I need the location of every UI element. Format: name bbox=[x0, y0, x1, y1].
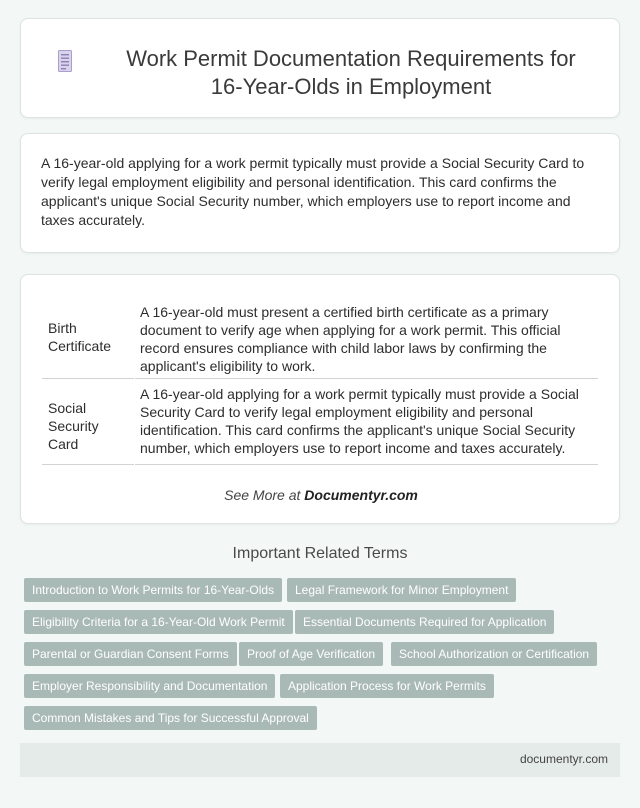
row-description: A 16-year-old must present a certified birth certificate as a primary document to verify age when applying for a work permit. This official record ensures compliance with child labor laws by confirming the applicant's eligibility to work. bbox=[140, 304, 561, 374]
related-tag[interactable]: Proof of Age Verification bbox=[239, 642, 383, 666]
related-tag[interactable]: Application Process for Work Permits bbox=[280, 674, 494, 698]
see-more-site[interactable]: Documentyr.com bbox=[304, 487, 418, 503]
row-label: Social Security Card bbox=[48, 400, 99, 452]
row-label: Birth Certificate bbox=[48, 320, 112, 354]
footer-site-link[interactable]: documentyr.com bbox=[519, 752, 608, 766]
page-title-line-1: Work Permit Documentation Requirements for bbox=[126, 46, 576, 71]
table-row bbox=[42, 297, 598, 379]
related-tag[interactable]: Common Mistakes and Tips for Successful Approval bbox=[24, 706, 317, 730]
intro-paragraph: A 16-year-old applying for a work permit typically must provide a Social Security Card to verify legal employment eligibility and personal identification. This card confirms the applicant's unique Social Security number, which employers use to report income and taxes accurately. bbox=[41, 155, 585, 228]
related-tag[interactable]: Legal Framework for Minor Employment bbox=[287, 578, 516, 602]
see-more-prefix: See More at bbox=[224, 487, 305, 503]
related-tag[interactable]: Introduction to Work Permits for 16-Year-Olds bbox=[24, 578, 282, 602]
footer bbox=[20, 743, 620, 777]
column-divider bbox=[134, 297, 135, 379]
document-table-card bbox=[20, 274, 620, 524]
related-tag[interactable]: Parental or Guardian Consent Forms bbox=[24, 642, 237, 666]
related-tag[interactable]: Essential Documents Required for Application bbox=[295, 610, 554, 634]
table-row bbox=[42, 379, 598, 465]
related-tag[interactable]: School Authorization or Certification bbox=[391, 642, 597, 666]
column-divider bbox=[134, 379, 135, 465]
title-card bbox=[20, 18, 620, 118]
related-tag[interactable]: Eligibility Criteria for a 16-Year-Old Work Permit bbox=[24, 610, 293, 634]
related-tag[interactable]: Employer Responsibility and Documentation bbox=[24, 674, 275, 698]
page-title-line-2: 16-Year-Olds in Employment bbox=[210, 74, 492, 99]
related-terms-title: Important Related Terms bbox=[232, 545, 408, 562]
intro-card bbox=[20, 133, 620, 253]
row-description: A 16-year-old applying for a work permit typically must provide a Social Security Card to verify legal employment eligibility and personal identification. This card confirms the applicant's unique Social Security number, which employers use to report income and taxes accurately. bbox=[140, 386, 579, 456]
page-title bbox=[101, 45, 601, 101]
see-more-link[interactable] bbox=[21, 487, 621, 503]
document-icon bbox=[58, 50, 72, 72]
